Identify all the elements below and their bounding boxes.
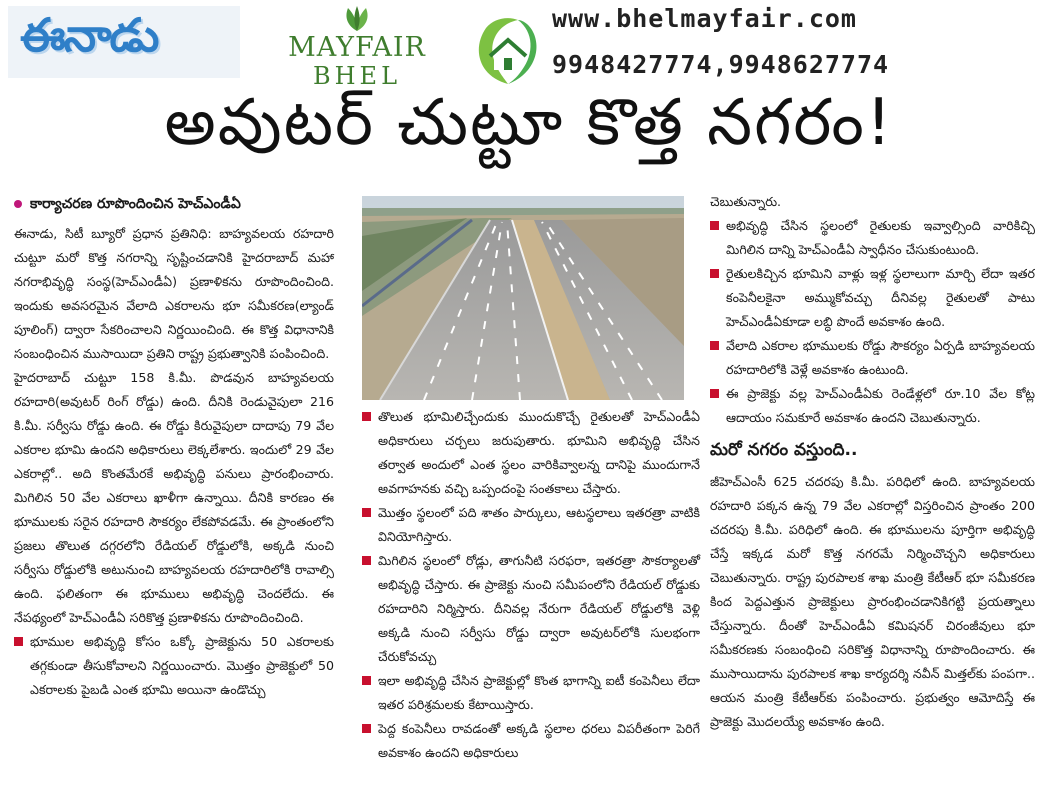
kicker-text: కార్యాచరణ రూపొందించిన హెచ్ఎండీఏ: [30, 196, 241, 212]
article-column-1: [14, 192, 334, 702]
phone-numbers: 9948427774,9948627774: [552, 50, 890, 79]
bullet-item: తొలుత భూమిలిచ్చేందుకు ముందుకొచ్చే రైతులతో హెచ్ఎండీఏ అధికారులు చర్చలు జరుపుతారు. భూమిని అభివృద్ధి చేసిన తర్వాత అందులో ఎంత స్థలం వారికివ్వాలన్న దానిపై ముందుగానే అవగాహనకు వచ్చి ఒప్పందంపై సంతకాలు చేస్తారు.: [362, 405, 700, 501]
brand-line2: BHEL: [312, 62, 402, 90]
mayfair-bhel-logo: [272, 6, 442, 90]
paragraph: హైదరాబాద్ చుట్టూ 158 కి.మీ. పొడవున బాహ్యవలయ రహదారి(అవుటర్ రింగ్ రోడ్డు) ఉంది. దీనికి రెండువైపులా 216 కి.మీ. సర్వీసు రోడ్డు ఉంది. ఈ రోడ్డు కిరువైపులా దాదాపు 79 వేల ఎకరాల భూమి ఉందని అధికారులు లెక్కలేశారు. ఇందులో 29 వేల ఎకరాల్లో.. అది కొంతమేరకే అభివృద్ధి పనులు ప్రారంభించారు. మిగిలిన 50 వేల ఎకరాలు ఖాళీగా ఉన్నాయి. దీనికి కారణం ఈ భూములకు సరైన రహదారి సౌకర్యం లేకపోవడమే. ఈ ప్రాంతంలోని ప్రజలు తొలుత దగ్గరలోని రేడియల్ రోడ్డులోకి, అక్కడి నుంచి సర్వీసు రోడ్డులోకి అటునుంచి బాహ్యవలయ రహదారిలోకి రావాల్సి ఉంది. ఫలితంగా ఈ భూములు అభివృద్ధి చెందలేదు. ఈ నేపథ్యంలో హెచ్ఎండీఏ సరికొత్త ప్రణాళికను రూపొందించింది.: [14, 370, 334, 625]
kicker: [14, 192, 334, 216]
bullet-item: మొత్తం స్థలంలో పది శాతం పార్కులు, ఆటస్థలాలు ఇతరత్రా వాటికి వినియోగిస్తారు.: [362, 501, 700, 549]
article-column-3: [710, 190, 1035, 734]
paragraph: ఈనాడు, సిటీ బ్యూరో ప్రధాన ప్రతినిధి: బాహ్యవలయ రహదారి చుట్టూ మరో కొత్త నగరాన్ని సృష్టించడానికి హైదరాబాద్ మహా నగరాభివృద్ధి సంస్థ(హెచ్ఎండీఏ) ప్రణాళికను రూపొందించింది. ఇందుకు అవసరమైన వేలాది ఎకరాలను భూ సమీకరణ(ల్యాండ్ పూలింగ్) ద్వారా సేకరించాలని నిర్ణయించింది. ఈ కొత్త విధానానికి సంబంధించిన ముసాయిదా ప్రతిని రాష్ట్ర ప్రభుత్వానికి పంపించింది.: [14, 226, 334, 361]
bullet-item: మిగిలిన స్థలంలో రోడ్లు, తాగునీటి సరఫరా, ఇతరత్రా సౌకర్యాలతో అభివృద్ధి చేస్తారు. ఈ ప్రాజెక్టు నుంచి సమీపంలోని రేడియల్ రోడ్డుకు రహదారిని నిర్మిస్తారు. దీనివల్ల నేరుగా రేడియల్ రోడ్డులోకి వెళ్లి అక్కడి నుంచి సర్వీసు రోడ్డు ద్వారా అవుటర్‌లోకి సులభంగా చేరుకోవచ్చు: [362, 549, 700, 669]
bullet-item: ఈ ప్రాజెక్టు వల్ల హెచ్ఎండీఏకు రెండేళ్లలో రూ.10 వేల కోట్ల ఆదాయం సమకూరే అవకాశం ఉందని చెబుతున్నారు.: [710, 382, 1035, 430]
bullet-item: ఇలా అభివృద్ధి చేసిన ప్రాజెక్టుల్లో కొంత భాగాన్ని ఐటీ కంపెనీలు లేదా ఇతర పరిశ్రమలకు కేటాయిస్తారు.: [362, 669, 700, 717]
paragraph: జీహెచ్ఎంసీ 625 చదరపు కి.మీ. పరిధిలో ఉంది. బాహ్యవలయ రహదారి పక్కన ఉన్న 79 వేల ఎకరాల్లో విస్తరించిన ప్రాంతం 200 చదరపు కి.మీ. పరిధిలో ఉంది. ఈ భూములను పూర్తిగా అభివృద్ధి చేస్తే ఇక్కడ మరో కొత్త నగరమే నిర్మించొచ్చని అధికారులు చెబుతున్నారు. రాష్ట్ర పురపాలక శాఖ మంత్రి కేటీఆర్ భూ సమీకరణ కింద పెద్దఎత్తున ప్రాజెక్టులు ప్రారంభించడానికిగట్టి ప్రయత్నాలు చేస్తున్నారు. దీంతో హెచ్ఎండీఏ కమిషనర్ చిరంజీవులు భూ సమీకరణకు సంబంధించి సరికొత్త విధానాన్ని రూపొందించారు. ఈ ముసాయిదాను పురపాలక శాఖ కార్యదర్శి నవీన్ మిత్తల్‌కు పంపగా.. ఆయన మంత్రి కేటీఆర్‌కు పంపించారు. ప్రభుత్వం ఆమోదిస్తే ఈ ప్రాజెక్టు మొదలయ్యే అవకాశం ఉంది.: [710, 474, 1035, 729]
article-column-2: [362, 405, 700, 765]
website-link[interactable]: www.bhelmayfair.com: [552, 4, 857, 33]
section-subhead: మరో నగరం వస్తుంది..: [710, 440, 858, 460]
continued-text: చెబుతున్నారు.: [710, 194, 782, 209]
bullet-item: భూముల అభివృద్ధి కోసం ఒక్కో ప్రాజెక్టును 50 ఎకరాలకు తగ్గకుండా తీసుకోవాలని నిర్ణయించారు. మొత్తం ప్రాజెక్టులో 50 ఎకరాలకు పైబడి ఎంత భూమి అయినా ఉండొచ్చు: [14, 630, 334, 702]
leaf-icon: [338, 6, 376, 32]
outer-ring-road-photo: [362, 196, 684, 400]
eenadu-masthead: [8, 6, 240, 78]
house-icon: [468, 14, 548, 86]
kicker-dot-icon: [14, 200, 22, 208]
bullet-item: రైతులకిచ్చిన భూమిని వాళ్లు ఇళ్ల స్థలాలుగా మార్చి లేదా ఇతర కంపెనీలకైనా అమ్ముకోవచ్చు దీనివల్ల రైతులతో పాటు హెచ్ఎండీఏకూడా లబ్ధి పొందే అవకాశం ఉంది.: [710, 262, 1035, 334]
bullet-item: పెద్ద కంపెనీలు రావడంతో అక్కడి స్థలాల ధరలు విపరీతంగా పెరిగే అవకాశం ఉందని అధికారులు: [362, 717, 700, 765]
masthead-logo: ఈనాడు: [20, 8, 158, 62]
bullet-item: వేలాది ఎకరాల భూములకు రోడ్డు సౌకర్యం ఏర్పడి బాహ్యవలయ రహదారిలోకి వెళ్లే అవకాశం ఉంటుంది.: [710, 334, 1035, 382]
brand-line1: MAYFAIR: [288, 32, 426, 63]
article-headline: అవుటర్ చుట్టూ కొత్త నగరం!: [164, 86, 894, 160]
bullet-item: అభివృద్ధి చేసిన స్థలంలో రైతులకు ఇవ్వాల్సింది వారికిచ్చి మిగిలిన దాన్ని హెచ్ఎండీఏ స్వాధీనం చేసుకుంటుంది.: [710, 214, 1035, 262]
